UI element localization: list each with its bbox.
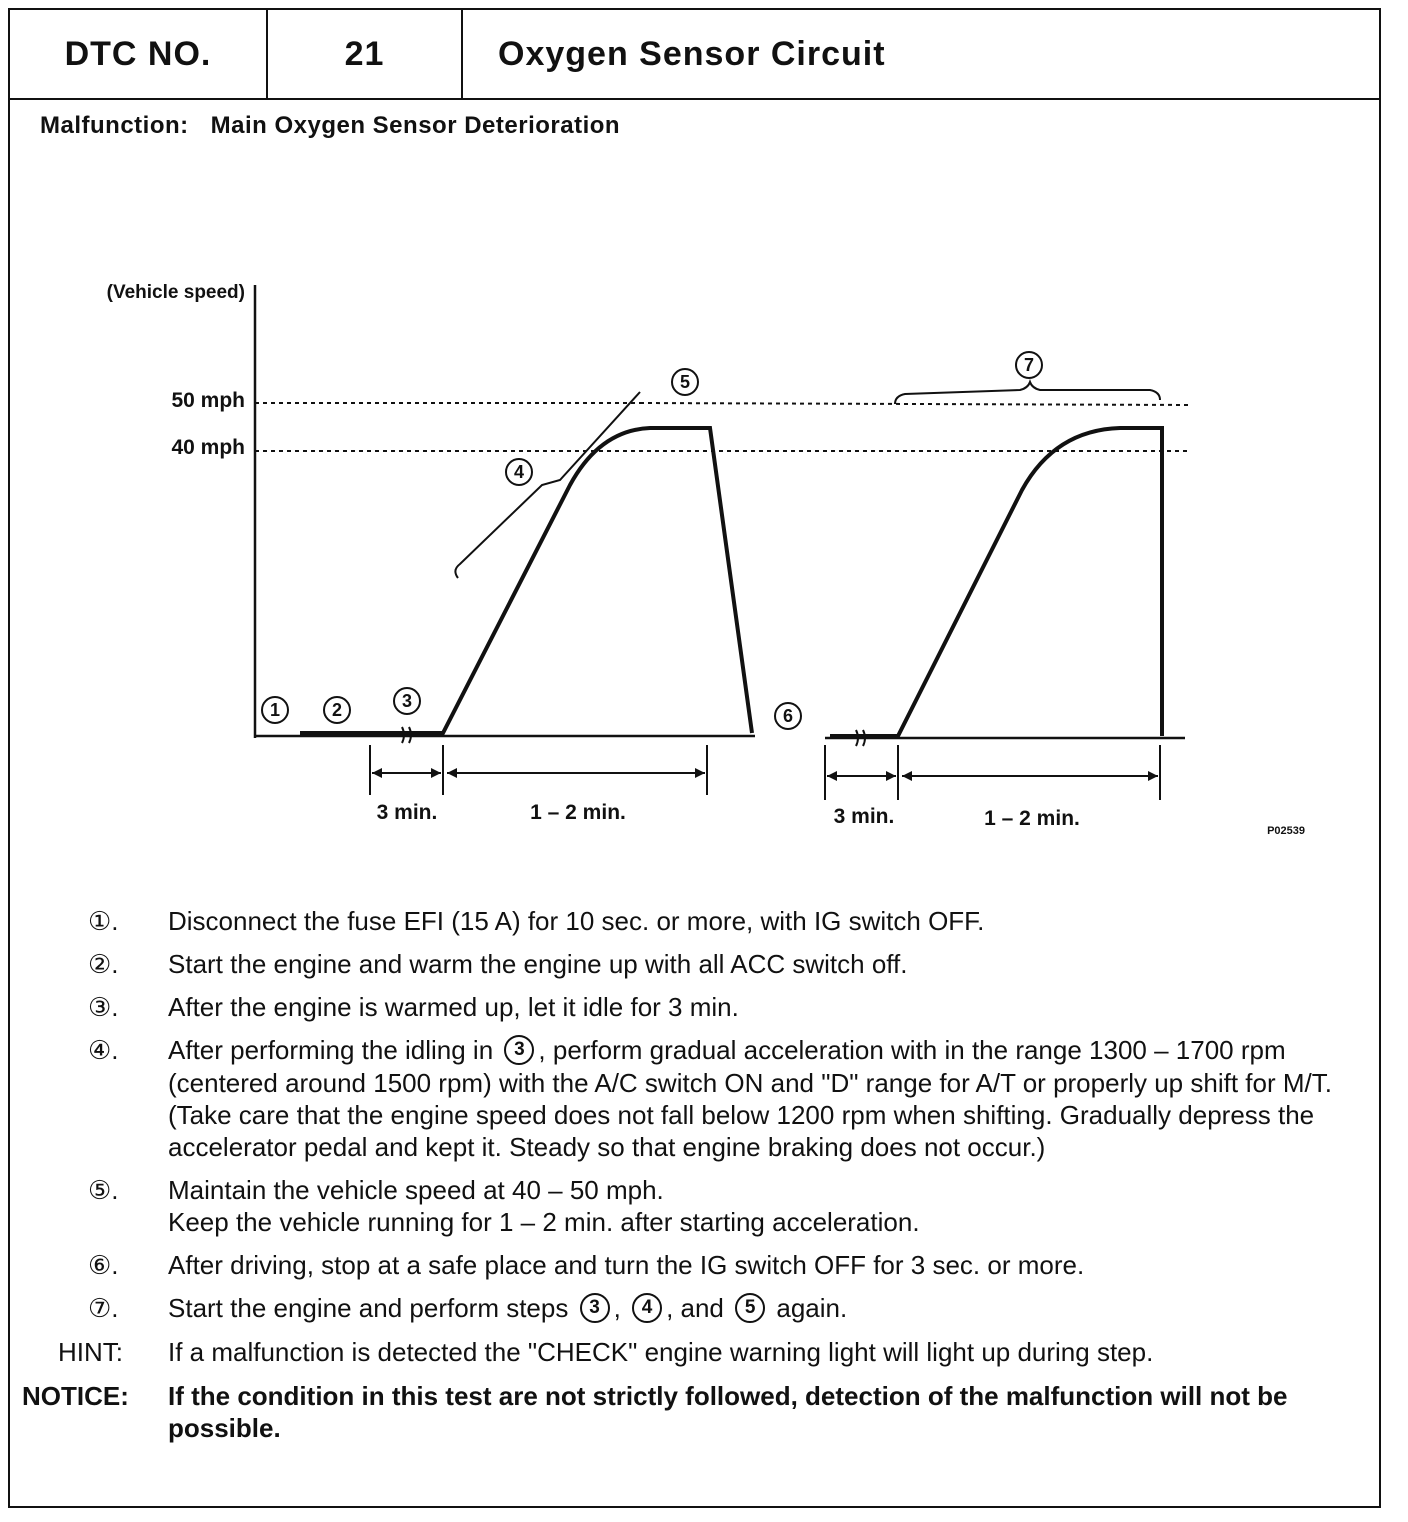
hint-text: If a malfunction is detected the "CHECK" engine warning light will light up during step. (168, 1337, 1154, 1368)
step-text-2: Keep the vehicle running for 1 – 2 min. after starting acceleration. (168, 1207, 920, 1238)
figure-code: P02539 (1267, 825, 1305, 837)
line-50mph-right (640, 403, 1190, 405)
step-3 (0, 991, 1373, 1023)
step-7-sep-1: , (613, 1293, 621, 1324)
speed-40-label: 40 mph (171, 436, 245, 459)
step-text (168, 1292, 1343, 1325)
step-number: ②. (88, 949, 119, 979)
marker-3-label: 3 (401, 691, 413, 711)
malfunction-label: Malfunction: (40, 112, 189, 139)
speed-curve-2 (830, 428, 1162, 736)
hint (0, 1336, 1373, 1368)
step-text (168, 1034, 1343, 1163)
step-2 (0, 948, 1373, 980)
page-title: Oxygen Sensor Circuit (498, 34, 886, 73)
y-axis-label: (Vehicle speed) (106, 282, 245, 303)
marker-6-label: 6 (782, 706, 794, 726)
marker-4-label: 4 (513, 462, 525, 482)
step-ref-3: 3 (580, 1293, 610, 1323)
step-number: ③. (88, 992, 119, 1022)
interval-markers (370, 745, 1160, 800)
step-5-body (168, 1174, 1343, 1238)
step-6 (0, 1249, 1373, 1281)
dtc-number: 21 (268, 10, 463, 98)
interval-12min-1: 1 – 2 min. (530, 801, 626, 824)
brace-7 (895, 382, 1160, 404)
dtc-label: DTC NO. (10, 10, 268, 98)
step-7-text-a: Start the engine and perform steps (168, 1293, 569, 1324)
step-text: Maintain the vehicle speed at 40 – 50 mph. (168, 1175, 664, 1206)
step-text: Disconnect the fuse EFI (15 A) for 10 sec. or more, with IG switch OFF. (168, 906, 985, 936)
step-1 (0, 905, 1373, 937)
procedure-steps (0, 905, 1373, 1444)
step-ref-4: 4 (632, 1293, 662, 1323)
hint-label: HINT: (58, 1337, 123, 1368)
step-ref-5: 5 (735, 1293, 765, 1323)
step-4-text-b: , perform gradual acceleration with in the range 1300 – 1700 rpm (centered around 1500 rpm) with the A/C switch ON and "D" range for A/T or properly up shift for M/T. (168, 1035, 1332, 1099)
step-number: ⑤. (88, 1175, 119, 1206)
step-5 (0, 1174, 1373, 1238)
marker-1-label: 1 (269, 700, 281, 720)
interval-12min-2: 1 – 2 min. (984, 807, 1080, 830)
marker-7-label: 7 (1023, 355, 1035, 375)
step-7-text-b: again. (776, 1293, 848, 1324)
step-7 (0, 1292, 1373, 1325)
notice (0, 1380, 1373, 1444)
leader-line (455, 392, 640, 578)
step-4-note: (Take care that the engine speed does not fall below 1200 rpm when shifting. Gradually depress the accelerator pedal and kept it. Steady so that engine braking does not occur.) (168, 1100, 1315, 1163)
notice-text: If the condition in this test are not strictly followed, detection of the malfunction will not be possible. (168, 1381, 1288, 1444)
notice-label: NOTICE: (22, 1381, 129, 1412)
step-text: After driving, stop at a safe place and turn the IG switch OFF for 3 sec. or more. (168, 1250, 1085, 1281)
arrowheads (372, 768, 1158, 781)
marker-5-label: 5 (679, 372, 691, 392)
step-number: ⑦. (88, 1293, 119, 1324)
speed-curve-1 (300, 428, 752, 733)
step-number: ⑥. (88, 1250, 119, 1281)
step-number: ④. (88, 1035, 119, 1065)
marker-circles (262, 352, 1042, 729)
interval-3min-2: 3 min. (833, 805, 895, 828)
step-text: Start the engine and warm the engine up with all ACC switch off. (168, 949, 908, 979)
interval-3min-1: 3 min. (376, 801, 438, 824)
marker-2-label: 2 (331, 700, 343, 720)
step-ref-3: 3 (504, 1035, 534, 1065)
step-number: ①. (88, 906, 119, 936)
speed-50-label: 50 mph (171, 389, 245, 412)
step-4 (0, 1034, 1373, 1163)
malfunction-text: Main Oxygen Sensor Deterioration (210, 112, 621, 139)
step-7-sep-2: , and (666, 1293, 724, 1324)
step-4-text-a: After performing the idling in (168, 1035, 494, 1065)
step-text: After the engine is warmed up, let it idle for 3 min. (168, 992, 739, 1022)
